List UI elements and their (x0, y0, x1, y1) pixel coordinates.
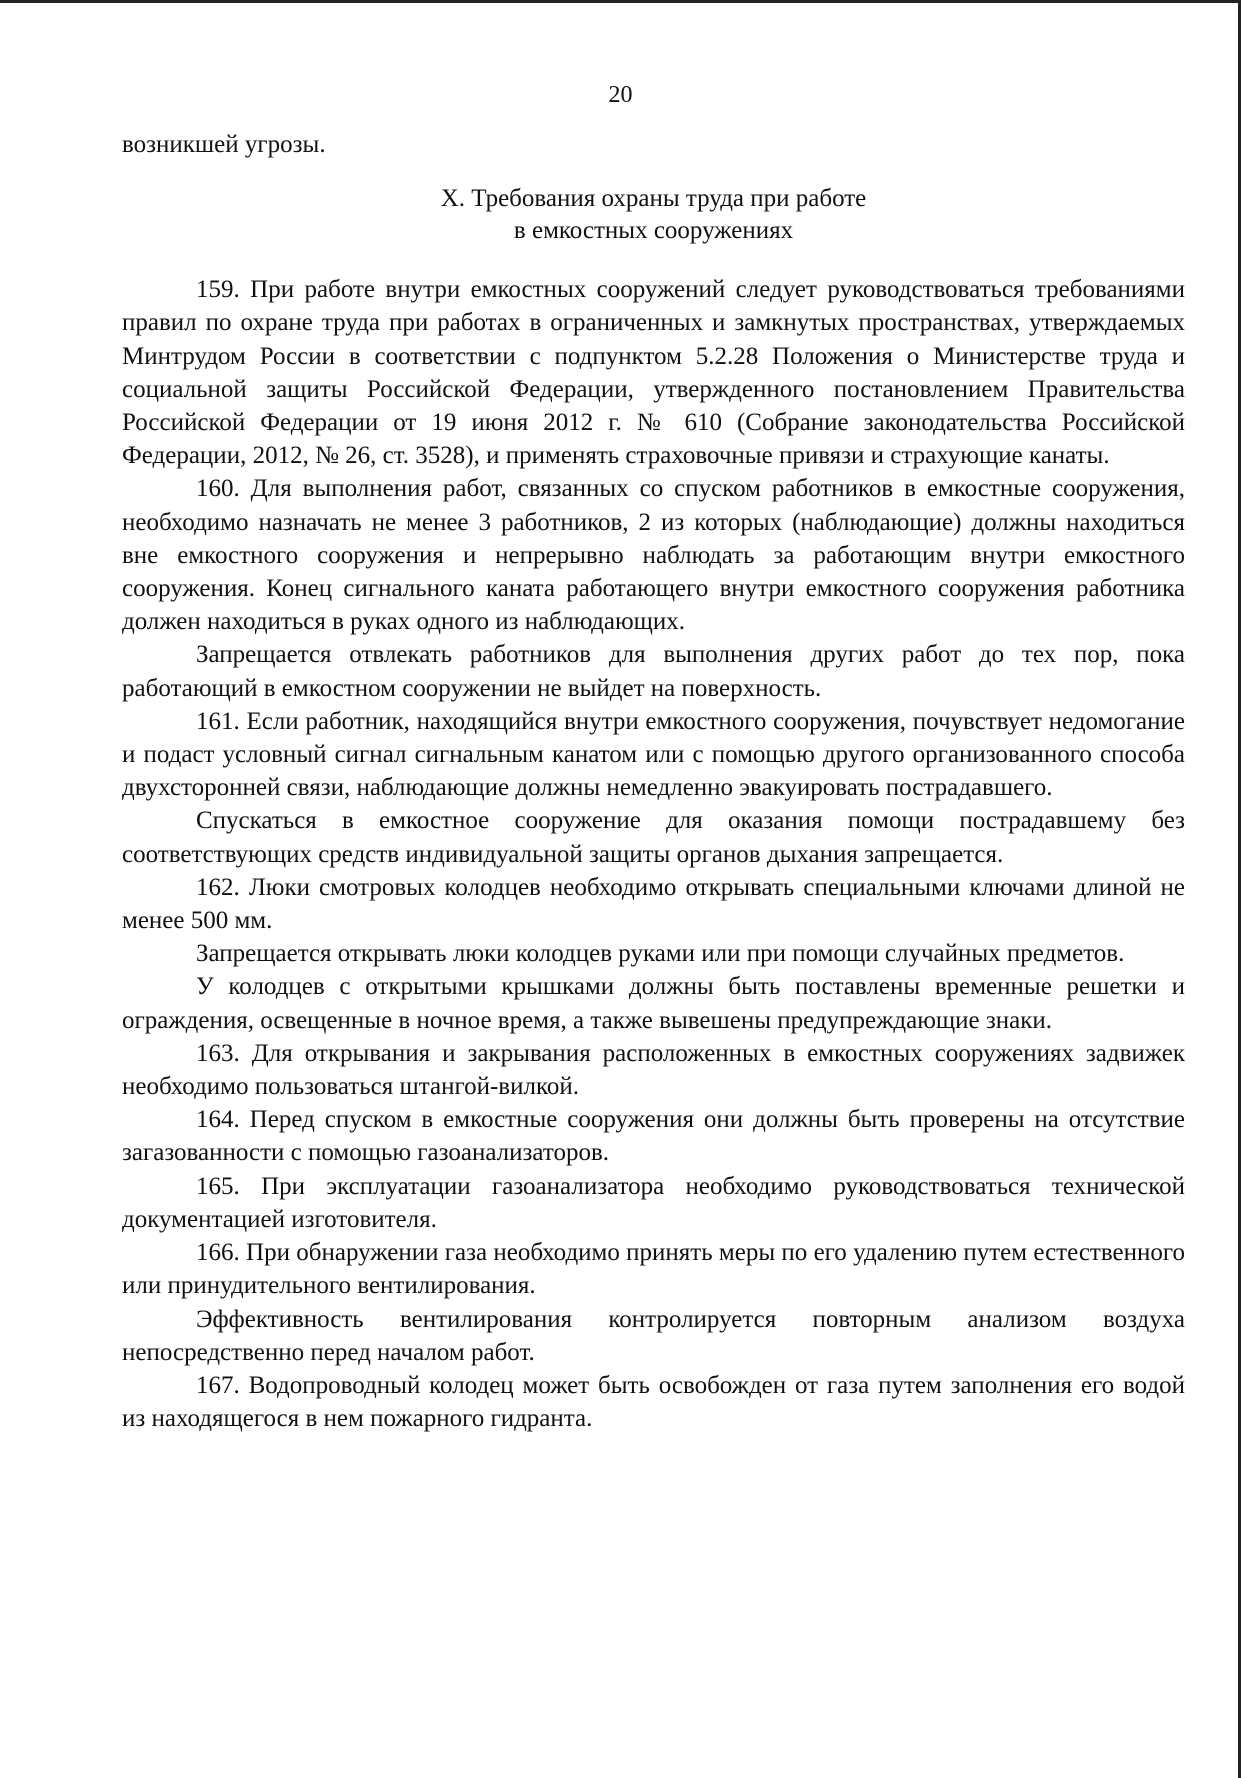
section-heading-line-2: в емкостных сооружениях (513, 217, 794, 245)
paragraph-161-note: Спускаться в емкостное сооружение для оказания помощи пострадавшему без соответствующих средств индивидуальной защиты органов дыхания запрещается. (122, 807, 1185, 868)
document-body (122, 128, 1185, 1435)
paragraph-163: 163. Для открывания и закрывания расположенных в емкостных сооружениях задвижек необходимо пользоваться штангой-вилкой. (122, 1039, 1185, 1101)
page-number: 20 (608, 82, 633, 108)
paragraph-164: 164. Перед спуском в емкостные сооружения они должны быть проверены на отсутствие загазованности с помощью газоанализаторов. (122, 1106, 1185, 1167)
paragraph-167: 167. Водопроводный колодец может быть освобожден от газа путем заполнения его водой из находящегося в нем пожарного гидранта. (122, 1371, 1185, 1433)
scan-edge-top (0, 0, 1241, 3)
paragraph-159: 159. При работе внутри емкостных сооружений следует руководствоваться требованиями правил по охране труда при работах в ограниченных и замкнутых пространствах, утверждаемых Минтрудом России в соответствии с подпунктом 5.2.28 Положения о Министерстве труда и социальной защиты Российской Федерации, утвержденного постановлением Правительства Российской Федерации от 19 июня 2012 г. № 610 (Собрание законодательства Российской Федерации, 2012, № 26, ст. 3528), и применять страховочные привязи и страхующие канаты. (122, 276, 1185, 470)
paragraph-162: 162. Люки смотровых колодцев необходимо открывать специальными ключами длиной не менее 500 мм. (122, 873, 1185, 935)
paragraph-165: 165. При эксплуатации газоанализатора необходимо руководствоваться технической документацией изготовителя. (122, 1172, 1185, 1233)
paragraph-162-note-1: Запрещается открывать люки колодцев руками или при помощи случайных предметов. (196, 940, 1125, 968)
paragraph-161: 161. Если работник, находящийся внутри емкостного сооружения, почувствует недомогание и подаст условный сигнал сигнальным канатом или с помощью другого организованного способа двухсторонней связи, наблюдающие должны немедленно эвакуировать пострадавшего. (122, 707, 1185, 802)
paragraph-166: 166. При обнаружении газа необходимо принять меры по его удалению путем естественного или принудительного вентилирования. (122, 1239, 1185, 1300)
section-heading-line-1: X. Требования охраны труда при работе (440, 185, 867, 213)
paragraph-166-note: Эффективность вентилирования контролируется повторным анализом воздуха непосредственно перед началом работ. (122, 1305, 1185, 1366)
section-heading (122, 183, 1185, 247)
paragraph-160: 160. Для выполнения работ, связанных со спуском работников в емкостные сооружения, необходимо назначать не менее 3 работников, 2 из которых (наблюдающие) должны находиться вне емкостного сооружения и непрерывно наблюдать за работающим внутри емкостного сооружения. Конец сигнального каната работающего внутри емкостного сооружения работника должен находиться в руках одного из наблюдающих. (122, 475, 1185, 636)
paragraph-162-note-2: У колодцев с открытыми крышками должны быть поставлены временные решетки и ограждения, освещенные в ночное время, а также вывешены предупреждающие знаки. (122, 973, 1185, 1034)
lead-text: возникшей угрозы. (122, 131, 326, 158)
paragraph-160-note: Запрещается отвлекать работников для выполнения других работ до тех пор, пока работающий в емкостном сооружении не выйдет на поверхность. (122, 641, 1185, 702)
